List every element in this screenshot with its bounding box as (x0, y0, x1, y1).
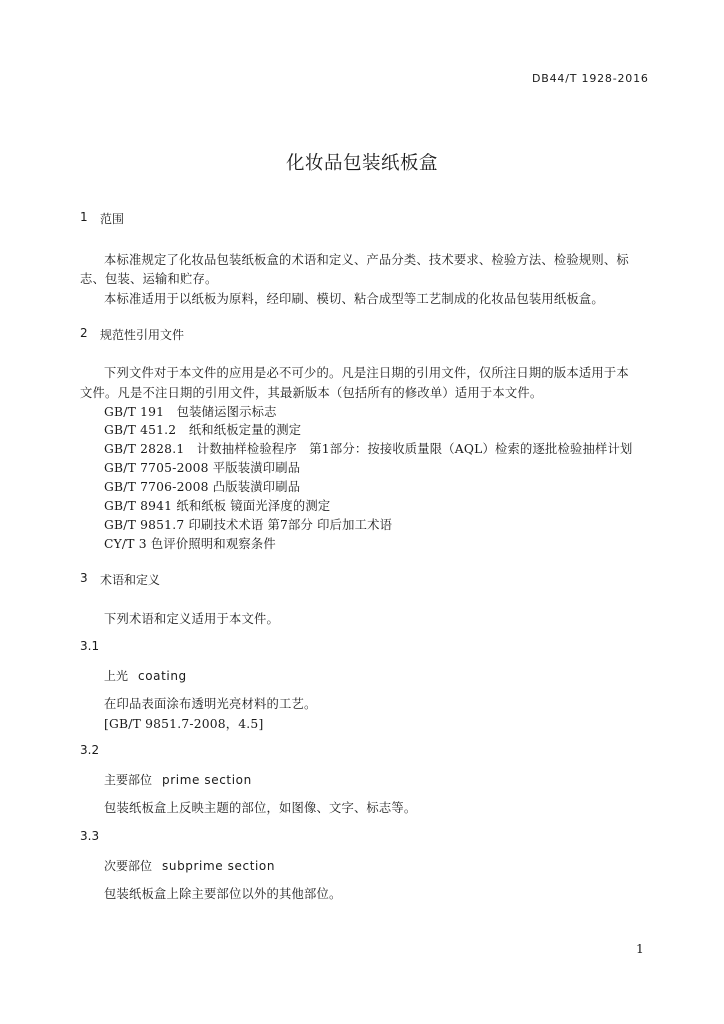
term-definition: 包装纸板盒上除主要部位以外的其他部位。 (104, 887, 342, 901)
term-number: 3.3 (80, 829, 100, 843)
term-number: 3.2 (80, 743, 100, 757)
section-3-intro: 下列术语和定义适用于本文件。 (104, 612, 279, 626)
section-1-number: 1 (80, 210, 88, 224)
term-zh: 主要部位 (104, 773, 153, 787)
standard-number: DB44/T 1928-2016 (532, 72, 649, 85)
reference-item: GB/T 9851.7 印刷技术术语 第7部分 印后加工术语 (104, 518, 393, 532)
section-1-para1-line2: 志、包装、运输和贮存。 (80, 272, 218, 286)
section-2-intro-line1: 下列文件对于本文件的应用是必不可少的。凡是注日期的引用文件，仅所注日期的版本适用于本 (104, 366, 629, 380)
reference-item: GB/T 8941 纸和纸板 镜面光泽度的测定 (104, 499, 331, 513)
section-1-heading: 范围 (100, 212, 125, 226)
reference-item: CY/T 3 色评价照明和观察条件 (104, 537, 276, 551)
term-heading (104, 771, 252, 788)
term-heading (104, 667, 187, 684)
reference-item: GB/T 191 包装储运图示标志 (104, 405, 277, 419)
section-2-number: 2 (80, 326, 88, 340)
section-2-intro-line2: 文件。凡是不注日期的引用文件，其最新版本（包括所有的修改单）适用于本文件。 (80, 386, 543, 400)
term-zh: 上光 (104, 669, 129, 683)
term-source: [GB/T 9851.7-2008，4.5] (104, 717, 264, 731)
term-en: prime section (162, 773, 252, 787)
reference-item: GB/T 2828.1 计数抽样检验程序 第1部分：按接收质量限（AQL）检索的逐批检验抽样计划 (104, 442, 633, 456)
reference-item: GB/T 451.2 纸和纸板定量的测定 (104, 423, 302, 437)
section-1-para1-line1: 本标准规定了化妆品包装纸板盒的术语和定义、产品分类、技术要求、检验方法、检验规则、标 (104, 253, 629, 267)
term-definition: 包装纸板盒上反映主题的部位，如图像、文字、标志等。 (104, 801, 417, 815)
term-zh: 次要部位 (104, 859, 153, 873)
term-definition: 在印品表面涂布透明光亮材料的工艺。 (104, 697, 317, 711)
page-number: 1 (636, 942, 645, 956)
term-en: coating (138, 669, 187, 683)
reference-item: GB/T 7705-2008 平版装潢印刷品 (104, 461, 301, 475)
reference-item: GB/T 7706-2008 凸版装潢印刷品 (104, 480, 301, 494)
document-title: 化妆品包装纸板盒 (285, 153, 438, 174)
section-3-heading: 术语和定义 (100, 573, 161, 587)
section-1-para2: 本标准适用于以纸板为原料，经印刷、模切、粘合成型等工艺制成的化妆品包装用纸板盒。 (104, 292, 604, 306)
term-heading (104, 857, 275, 874)
section-3-number: 3 (80, 571, 88, 585)
term-number: 3.1 (80, 639, 100, 653)
term-en: subprime section (162, 859, 276, 873)
section-2-heading: 规范性引用文件 (100, 328, 185, 342)
